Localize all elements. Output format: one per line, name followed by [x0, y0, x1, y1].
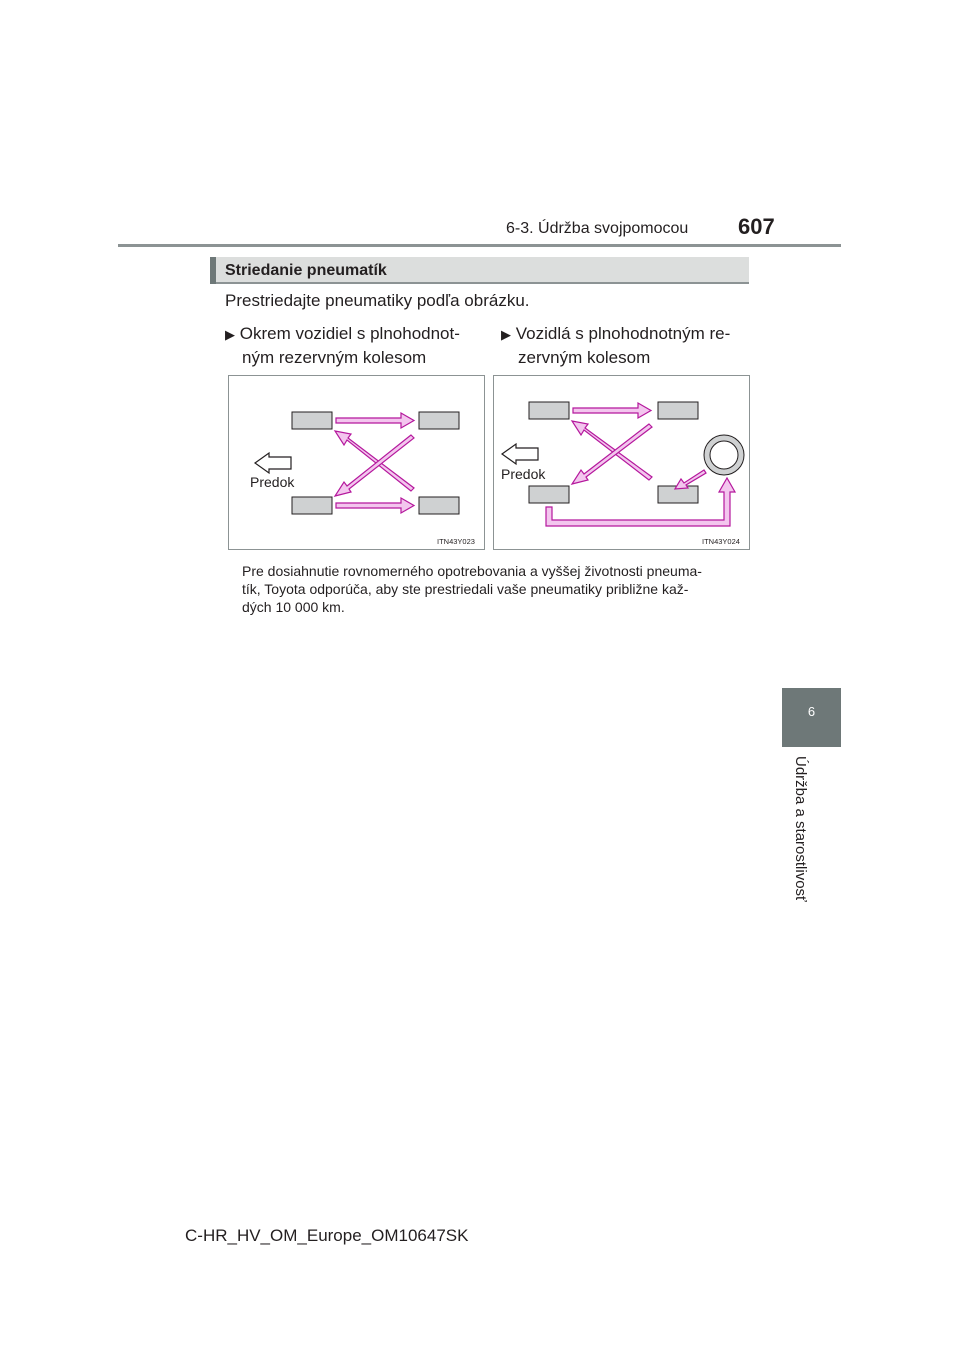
tire-front-left: [292, 412, 332, 429]
figure-rotation-no-spare: [228, 375, 485, 550]
tire-front-right: [292, 497, 332, 514]
tire-rear-left: [419, 412, 459, 429]
arrow-rear-right-to-front-left: [572, 421, 652, 480]
bullet-triangle-icon: ▶: [501, 327, 511, 342]
tire-rear-right: [419, 497, 459, 514]
bullet-triangle-icon: ▶: [225, 327, 235, 342]
header-section-title: 6-3. Údržba svojpomocou: [506, 220, 689, 237]
arrow-front-left-to-rear-left: [336, 413, 414, 428]
figure-code: ITN43Y023: [437, 537, 475, 546]
subsection-left-line2: ným rezervným kolesom: [242, 348, 427, 367]
arrow-front-right-to-rear-right: [336, 498, 414, 513]
arrow-front-right-to-spare: [546, 478, 735, 526]
section-title: Striedanie pneumatík: [225, 262, 387, 279]
figure-code: ITN43Y024: [702, 537, 740, 546]
section-heading-accent: [210, 257, 216, 284]
front-direction-arrow-icon: [502, 444, 538, 464]
tire-front-left: [529, 402, 569, 419]
chapter-title: Údržba a starostlivosť: [792, 756, 809, 902]
subsection-left-line1: Okrem vozidiel s plnohodnot-: [239, 324, 460, 343]
rotation-note: [242, 562, 749, 616]
subsection-right-line1: Vozidlá s plnohodnotným re-: [515, 324, 731, 343]
spare-tire-inner: [710, 441, 738, 469]
intro-text: Prestriedajte pneumatiky podľa obrázku.: [225, 291, 530, 310]
header-rule: [118, 244, 841, 247]
rotation-diagram-no-spare: [229, 376, 484, 549]
rotation-diagram-with-spare: [494, 376, 749, 549]
front-direction-arrow-icon: [255, 453, 291, 473]
arrow-front-left-to-rear-left: [573, 403, 651, 418]
chapter-number: 6: [807, 704, 816, 719]
subsection-right-line2: zervným kolesom: [518, 348, 651, 367]
figure-rotation-with-spare: [493, 375, 750, 550]
subsection-right: [501, 322, 730, 369]
front-direction-label: Predok: [250, 474, 295, 490]
front-direction-label: Predok: [501, 466, 546, 482]
document-id: C-HR_HV_OM_Europe_OM10647SK: [185, 1226, 469, 1245]
note-line: Pre dosiahnutie rovnomerného opotrebovania a vyššej životnosti pneuma-: [242, 563, 702, 579]
tire-rear-left: [658, 402, 698, 419]
arrow-rear-right-to-front-left: [335, 431, 414, 491]
note-line: dých 10 000 km.: [242, 599, 345, 615]
note-line: tík, Toyota odporúča, aby ste prestriedali vaše pneumatiky približne kaž-: [242, 581, 689, 597]
arrow-rear-left-to-front-right: [335, 435, 414, 496]
tire-front-right: [529, 486, 569, 503]
page-number: 607: [738, 214, 775, 239]
subsection-left: [225, 322, 460, 369]
arrow-rear-left-to-front-right: [572, 424, 652, 484]
